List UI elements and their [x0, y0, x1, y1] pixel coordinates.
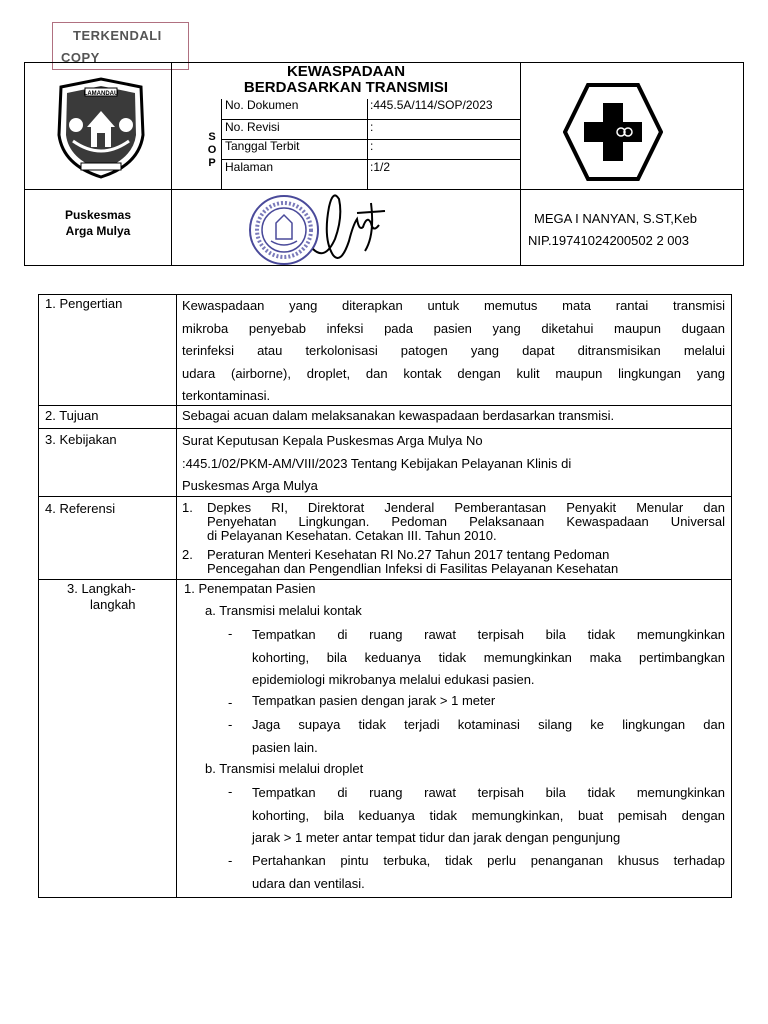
emblem-text: LAMANDAU [83, 91, 119, 97]
health-center-logo-icon [563, 83, 663, 181]
row-label-pengertian: 1. Pengertian [45, 296, 123, 311]
signer-nip: NIP.19741024200502 2 003 [528, 233, 689, 248]
row-label-referensi: 4. Referensi [45, 501, 116, 516]
text-line: Surat Keputusan Kepala Puskesmas Arga Mulya No [182, 433, 483, 448]
text-line: pasien lain. [252, 739, 318, 755]
reference-number: 1. [182, 500, 193, 515]
text-line: udara dan ventilasi. [252, 875, 365, 891]
org-line-1: Puskesmas [64, 208, 132, 222]
organization-name [25, 207, 171, 239]
reference-number: 2. [182, 547, 193, 562]
title-line-2: BERDASARKAN TRANSMISI [243, 79, 449, 96]
text-line: Pertahankan pintu terbuka, tidak perlu penanganan khusus terhadap [252, 853, 725, 868]
signature-icon [305, 189, 395, 267]
document-title [171, 63, 521, 96]
stamp-line-2: COPY [61, 50, 100, 65]
text-line: udara (airborne), droplet, dan kontak dengan kulit maupun lingkungan yang [182, 365, 725, 381]
meta-value: :445.5A/114/SOP/2023 [370, 98, 493, 112]
text-line: Puskesmas Arga Mulya [182, 478, 318, 493]
text-line: :445.1/02/PKM-AM/VIII/2023 Tentang Kebijakan Pelayanan Klinis di [182, 455, 572, 471]
row-label-tujuan: 2. Tujuan [45, 408, 99, 423]
meta-value: : [370, 120, 374, 134]
text-line: Jaga supaya tidak terjadi kotaminasi silang ke lingkungan dan [252, 717, 725, 732]
bullet-dash: - [228, 717, 233, 732]
text-line: jarak > 1 meter antar tempat tidur dan jarak dengan pengunjung [252, 830, 621, 845]
stamp-line-1: TERKENDALI [73, 28, 162, 43]
row-label-kebijakan: 3. Kebijakan [45, 432, 117, 447]
text-line: terkontaminasi. [182, 388, 271, 403]
text-line: kohorting, bila keduanya tidak memungkinkan, buat pemisah dengan [252, 807, 725, 823]
meta-label: No. Dokumen [225, 98, 299, 112]
text-line: kohorting, bila keduanya tidak memungkinkan maka pertimbangkan [252, 649, 725, 665]
bullet-dash: - [228, 853, 233, 868]
bullet-item [252, 714, 725, 759]
bullet-dash: - [228, 784, 233, 799]
row-label-langkah [67, 581, 136, 613]
langkah-heading: 1. Penempatan Pasien [184, 581, 316, 596]
bullet-dash: - [228, 626, 233, 641]
tujuan-text: Sebagai acuan dalam melaksanakan kewaspadaan berdasarkan transmisi. [182, 408, 615, 423]
signer-name: MEGA I NANYAN, S.ST,Keb [534, 211, 698, 226]
kebijakan-text [182, 430, 725, 498]
text-line: terinfeksi atau terkolonisasi patogen yang dapat ditransmisikan melalui [182, 343, 725, 358]
meta-value: : [370, 139, 374, 153]
bullet-item [252, 624, 725, 692]
text-line: Penyehatan Lingkungan. Pedoman Pelaksanaan Kewaspadaan Universal [207, 514, 725, 529]
text-line: di Pelayanan Kesehatan. Cetakan III. Tahun 2010. [207, 528, 497, 543]
org-line-2: Arga Mulya [65, 224, 131, 238]
meta-label: Halaman [225, 160, 274, 174]
meta-label: No. Revisi [225, 120, 280, 134]
bullet-item [252, 782, 725, 850]
text-line: Depkes RI, Direktorat Jenderal Pemberantasan Penyakit Menular dan [207, 500, 725, 515]
bullet-item [252, 850, 725, 895]
reference-item [207, 501, 725, 543]
bullet-dash: - [228, 695, 233, 710]
text-line: mikroba penyebab infeksi pada pasien yang diketahui maupun dugaan [182, 320, 725, 336]
regency-emblem-icon [51, 75, 151, 179]
meta-value: :1/2 [370, 160, 391, 174]
reference-item [207, 548, 725, 576]
text-line: Pencegahan dan Pengendlian Infeksi di Fasilitas Pelayanan Kesehatan [207, 561, 619, 576]
subsection-a-title: a. Transmisi melalui kontak [205, 603, 362, 618]
sop-letter: S [208, 131, 216, 143]
sop-letter: P [208, 157, 216, 169]
sop-letter: O [207, 144, 217, 156]
text-line: epidemiologi mikrobanya melalui edukasi pasien. [252, 672, 535, 687]
sop-label [205, 131, 219, 170]
sop-content-table [38, 294, 732, 898]
meta-label: Tanggal Terbit [225, 139, 300, 153]
label-line: langkah [90, 597, 136, 612]
subsection-b-title: b. Transmisi melalui droplet [205, 761, 364, 776]
bullet-item: Tempatkan pasien dengan jarak > 1 meter [252, 693, 496, 708]
sop-header [24, 62, 744, 266]
pengertian-text [182, 295, 725, 408]
title-line-1: KEWASPADAAN [286, 63, 406, 80]
text-line: Kewaspadaan yang diterapkan untuk memutus mata rantai transmisi [182, 298, 725, 313]
text-line: Tempatkan di ruang rawat terpisah bila tidak memungkinkan [252, 785, 725, 800]
text-line: Tempatkan di ruang rawat terpisah bila tidak memungkinkan [252, 627, 725, 642]
text-line: Peraturan Menteri Kesehatan RI No.27 Tahun 2017 tentang Pedoman [207, 547, 610, 562]
label-line: 3. Langkah- [67, 581, 136, 596]
